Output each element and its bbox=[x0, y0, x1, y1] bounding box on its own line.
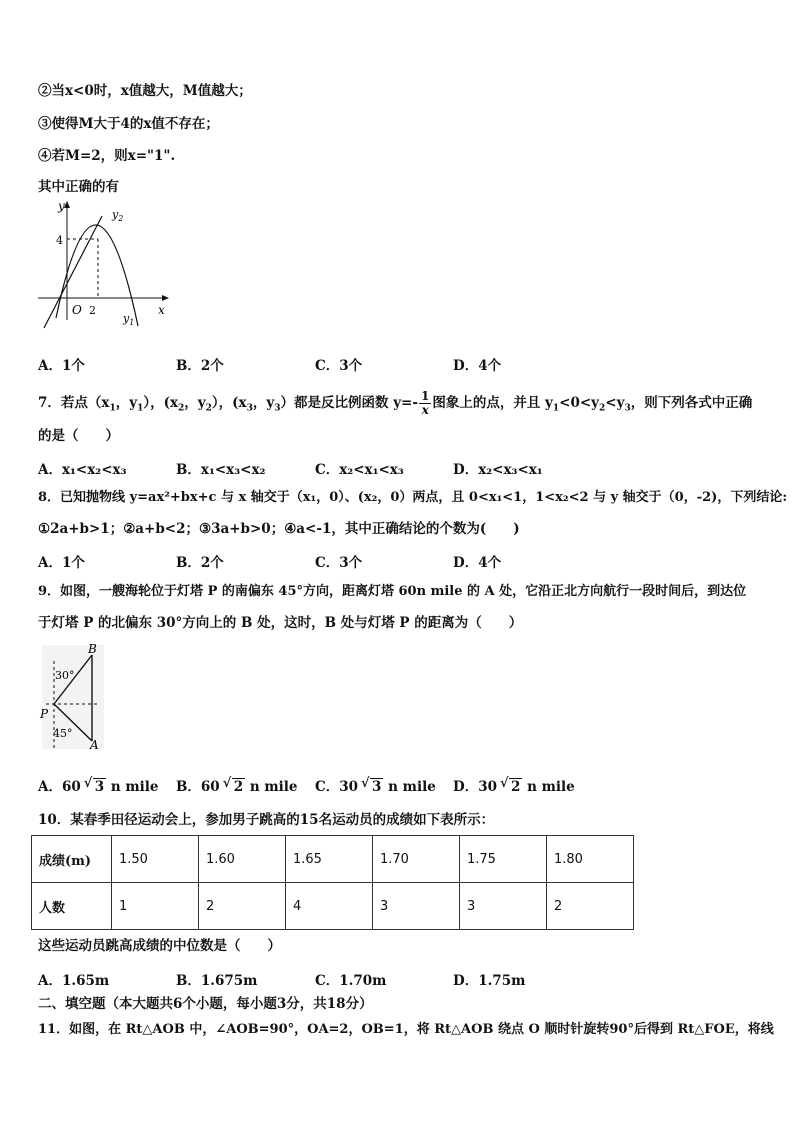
q6-option-a: A．1个 bbox=[38, 358, 85, 374]
q8-stem: 8．已知抛物线 y=ax²+bx+c 与 x 轴交于（x₁，0）、(x₂，0）两点，且 0<x₁<1，1<x₂<2 与 y 轴交于（0，-2)，下列结论: bbox=[38, 490, 788, 505]
q9-stem-line2: 于灯塔 P 的北偏东 30°方向上的 B 处，这时，B 处与灯塔 P 的距离为（ ） bbox=[38, 615, 523, 631]
table-cell: 1.65 bbox=[286, 836, 373, 883]
table-cell: 1 bbox=[112, 883, 199, 930]
y-axis-label: y bbox=[58, 199, 65, 213]
q7-stem: 7．若点（$x_1$，$y_1$），($x_2$，$y_2$），($x_3$，$y_3$）都是反比例函数 y=- $\frac{1}{x}$ 图象上的点，并且 $y_1<0<y_2<y_3$，则下列各式中正确 bbox=[38, 389, 753, 417]
q7-option-b: B．x₁<x₃<x₂ bbox=[176, 462, 266, 478]
parabola-line-graph bbox=[34, 198, 174, 330]
q6-option-d: D．4个 bbox=[453, 358, 502, 374]
q8-option-d: D．4个 bbox=[453, 555, 502, 571]
q8-option-b: B．2个 bbox=[176, 555, 224, 571]
section-heading: 二、填空题（本大题共6个小题，每小题3分，共18分） bbox=[38, 996, 373, 1012]
q9-option-d: D．30√ 2 n mile bbox=[453, 775, 575, 795]
q7-option-a: A．x₁<x₂<x₃ bbox=[38, 462, 127, 478]
q10-option-a: A．1.65m bbox=[38, 973, 110, 989]
q10-stem: 10．某春季田径运动会上，参加男子跳高的15名运动员的成绩如下表所示： bbox=[38, 812, 495, 828]
q7-option-c: C．x₂<x₁<x₃ bbox=[315, 462, 404, 478]
table-cell: 2 bbox=[199, 883, 286, 930]
table-cell: 1.75 bbox=[460, 836, 547, 883]
q8-option-a: A．1个 bbox=[38, 555, 85, 571]
q10-option-b: B．1.675m bbox=[176, 973, 258, 989]
q6-option-c: C．3个 bbox=[315, 358, 363, 374]
q9-option-c: C．30√ 3 n mile bbox=[315, 775, 436, 795]
table-cell: 2 bbox=[547, 883, 634, 930]
point-b-label: B bbox=[88, 642, 97, 656]
y-tick-label: 4 bbox=[56, 234, 63, 247]
table-header-count: 人数 bbox=[32, 883, 112, 930]
angle-45-label: 45° bbox=[53, 727, 73, 740]
table-cell: 1.80 bbox=[547, 836, 634, 883]
origin-label: O bbox=[72, 303, 82, 317]
statement-3: ③使得M大于4的x值不存在； bbox=[38, 116, 219, 132]
curve-label-y1: $y_1$ bbox=[123, 312, 135, 327]
q8-option-c: C．3个 bbox=[315, 555, 363, 571]
table-cell: 1.60 bbox=[199, 836, 286, 883]
table-header-score: 成绩(m) bbox=[32, 836, 112, 883]
q7-stem-line2: 的是（ ） bbox=[38, 428, 119, 444]
q9-option-b: B．60√ 2 n mile bbox=[176, 775, 297, 795]
table-cell: 1.70 bbox=[373, 836, 460, 883]
table-cell: 1.50 bbox=[112, 836, 199, 883]
q8-statements: ①2a+b>1；②a+b<2；③3a+b>0；④a<-1，其中正确结论的个数为( ) bbox=[38, 521, 520, 537]
x-tick-label: 2 bbox=[89, 304, 96, 317]
statement-2: ②当x<0时，x值越大，M值越大； bbox=[38, 83, 252, 99]
q10-option-d: D．1.75m bbox=[453, 973, 526, 989]
lighthouse-diagram bbox=[36, 641, 108, 753]
q11-stem: 11．如图，在 Rt△AOB 中，∠AOB=90°，OA=2，OB=1，将 Rt△AOB 绕点 O 顺时针旋转90°后得到 Rt△FOE，将线 bbox=[38, 1022, 774, 1037]
point-p-label: P bbox=[40, 707, 49, 721]
q10-question: 这些运动员跳高成绩的中位数是（ ） bbox=[38, 938, 281, 954]
table-cell: 3 bbox=[373, 883, 460, 930]
point-a-label: A bbox=[90, 738, 99, 752]
q9-stem: 9．如图，一艘海轮位于灯塔 P 的南偏东 45°方向，距离灯塔 60n mile 的 A 处，它沿正北方向航行一段时间后，到达位 bbox=[38, 584, 747, 599]
table-cell: 4 bbox=[286, 883, 373, 930]
q9-option-a: A．60√ 3 n mile bbox=[38, 775, 159, 795]
table-row bbox=[32, 883, 634, 930]
table-cell: 3 bbox=[460, 883, 547, 930]
q10-option-c: C．1.70m bbox=[315, 973, 387, 989]
curve-label-y2: $y_2$ bbox=[112, 208, 124, 223]
angle-30-label: 30° bbox=[55, 669, 75, 682]
q6-option-b: B．2个 bbox=[176, 358, 224, 374]
question-prompt: 其中正确的有 bbox=[38, 179, 119, 195]
fraction: $\frac{1}{x}$ bbox=[420, 389, 430, 417]
table-row bbox=[32, 836, 634, 883]
score-table bbox=[31, 835, 634, 930]
q7-option-d: D．x₂<x₃<x₁ bbox=[453, 462, 543, 478]
x-axis-label: x bbox=[158, 303, 165, 317]
statement-4: ④若M=2，则x="1". bbox=[38, 148, 176, 164]
